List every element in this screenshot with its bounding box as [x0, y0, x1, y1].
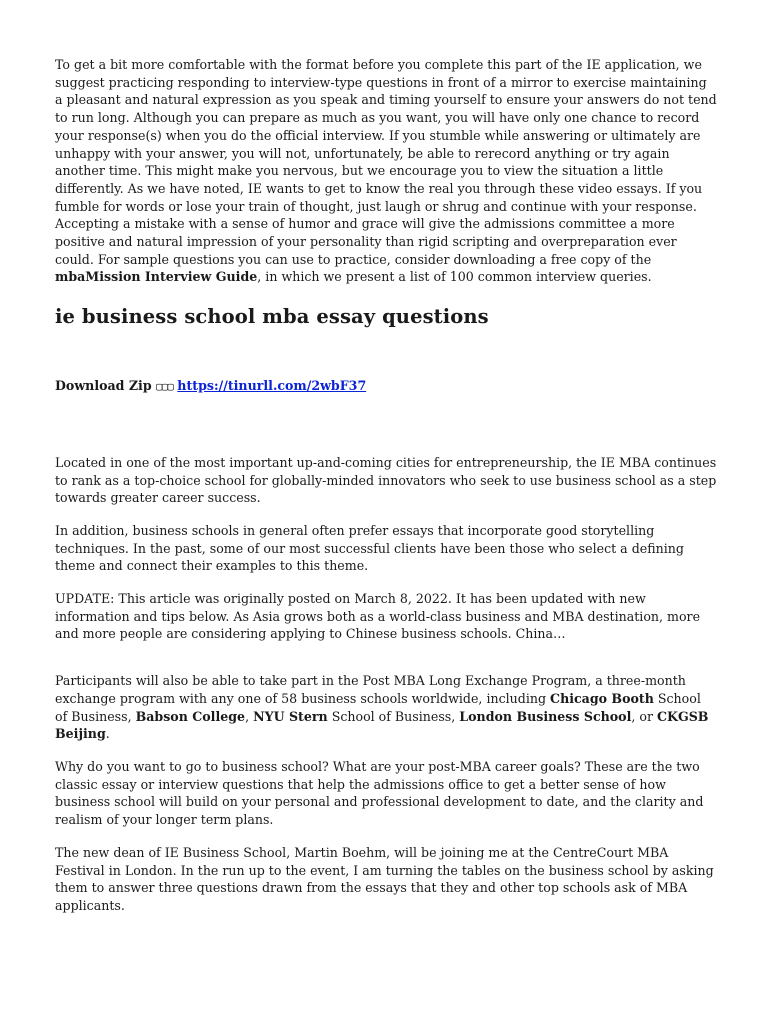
- download-line: [55, 377, 717, 396]
- download-label: Download Zip: [55, 378, 152, 394]
- dean-paragraph: The new dean of IE Business School, Martin Boehm, will be joining me at the CentreCourt MBA Festival in London. In the run up to the event, I am turning the tables on the business school by asking them to answer three questions drawn from the essays that they and other top schools ask of MBA applicants.: [55, 844, 714, 913]
- located-paragraph: Located in one of the most important up-and-coming cities for entrepreneurship, the IE MBA continues to rank as a top-choice school for globally-minded innovators who seek to use business school as a step towards greater career success.: [55, 454, 717, 506]
- intro-paragraph: [55, 56, 717, 286]
- update-paragraph: UPDATE: This article was originally posted on March 8, 2022. It has been updated with new information and tips below. As Asia grows both as a world-class business and MBA destination, more and more people are considering applying to Chinese business schools. China…: [55, 591, 701, 642]
- document-page: [55, 56, 717, 915]
- intro-text-before: To get a bit more comfortable with the format before you complete this part of the IE application, we suggest practicing responding to interview-type questions in front of a mirror to exercise maintaining a pleasant and natural expression as you speak and timing yourself to ensure your answers do not tend to run long. Although you can prepare as much as you want, you will have only one chance to record your response(s) when you do the official interview. If you stumble while answering or ultimately are unhappy with your answer, you will not, unfortunately, be able to rerecord anything or try again another time. This might make you nervous, but we encourage you to view the situation a little differently. As we have noted, IE wants to get to know the real you through these video essays. If you fumble for words or lose your train of thought, just laugh or shrug and continue with your response. Accepting a mistake with a sense of humor and grace will give the admissions committee a more positive and natural impression of your personality than rigid scripting and overpreparation ever could. For sample questions you can use to practice, consider downloading a free copy of the: [55, 57, 717, 267]
- why-paragraph: Why do you want to go to business school? What are your post-MBA career goals? These are the two classic essay or interview questions that help the admissions office to get a better sense of how business school will build on your personal and professional development to date, and the clarity and realism of your longer term plans.: [55, 758, 704, 828]
- page-heading: ie business school mba essay questions: [55, 305, 489, 329]
- interview-guide-title: mbaMission Interview Guide: [55, 269, 258, 285]
- participants-text-2: School of Business,: [55, 690, 701, 724]
- participants-text-6: .: [105, 726, 110, 742]
- participants-text-5: , or: [631, 708, 657, 724]
- school-london-business-school: London Business School: [459, 708, 632, 724]
- addition-paragraph: In addition, business schools in general often prefer essays that incorporate good storytelling techniques. In the past, some of our most successful clients have been those who select a defining theme and connect their examples to this theme.: [55, 522, 684, 574]
- school-ckgsb-beijing: CKGSB Beijing: [55, 708, 709, 742]
- intro-text-after: , in which we present a list of 100 common interview queries.: [257, 269, 652, 285]
- participants-text-1: Participants will also be able to take part in the Post MBA Long Exchange Program, a three-month exchange program with any one of 58 business schools worldwide, including: [55, 673, 686, 706]
- participants-text-4: School of Business,: [327, 708, 460, 724]
- school-chicago-booth: Chicago Booth: [550, 690, 654, 706]
- participants-text-3: ,: [245, 708, 254, 724]
- download-link[interactable]: https://tinurll.com/2wbF37: [177, 378, 367, 394]
- arrows-icon: ▢▢▢: [156, 380, 173, 394]
- participants-paragraph: [55, 672, 717, 743]
- school-nyu-stern: NYU Stern: [253, 708, 328, 724]
- school-babson-college: Babson College: [135, 708, 246, 724]
